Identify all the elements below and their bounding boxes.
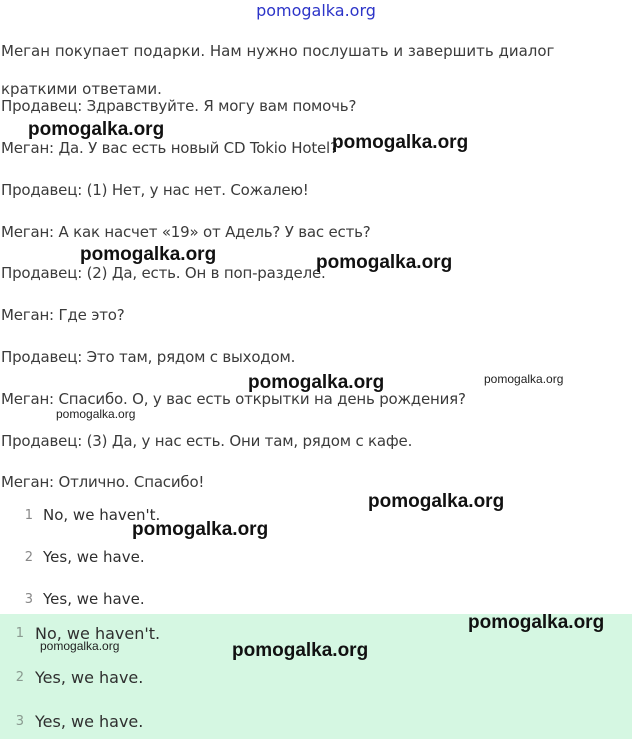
option-number: 3 [24, 591, 33, 607]
watermark: pomogalka.org [484, 372, 564, 386]
watermark: pomogalka.org [468, 612, 605, 633]
dialogue-line: Продавец: Это там, рядом с выходом. [1, 348, 296, 366]
answer-text: Yes, we have. [35, 667, 144, 687]
dialogue-line: Продавец: (1) Нет, у нас нет. Сожалею! [1, 181, 309, 199]
option-text: Yes, we have. [43, 548, 145, 566]
dialogue-line: Продавец: Здравствуйте. Я могу вам помочь? [1, 97, 357, 115]
option-number: 2 [24, 549, 33, 565]
dialogue-line: Продавец: (2) Да, есть. Он в поп-разделе. [1, 264, 326, 282]
option-text: Yes, we have. [43, 590, 145, 608]
watermark: pomogalka.org [80, 244, 217, 265]
answer-number: 1 [15, 625, 24, 641]
dialogue-line: Продавец: (3) Да, у нас есть. Они там, рядом с кафе. [1, 432, 413, 450]
answer-text: No, we haven't. [35, 623, 161, 643]
option-item [0, 542, 145, 572]
site-watermark-header: pomogalka.org [256, 1, 376, 20]
option-number: 1 [24, 507, 33, 523]
dialogue-line: Меган: Да. У вас есть новый CD Tokio Hotel? [1, 139, 338, 157]
dialogue-line: Меган: Отлично. Спасибо! [1, 473, 205, 491]
answer-text: Yes, we have. [35, 711, 144, 731]
dialogue-line: Меган: Где это? [1, 306, 125, 324]
watermark: pomogalka.org [28, 119, 165, 140]
watermark: pomogalka.org [248, 372, 385, 393]
dialogue-line: Меган: Спасибо. О, у вас есть открытки на день рождения? [1, 390, 466, 408]
watermark: pomogalka.org [232, 640, 369, 661]
watermark: pomogalka.org [332, 132, 469, 153]
option-item [0, 584, 145, 614]
watermark: pomogalka.org [56, 407, 136, 421]
answer-item [0, 706, 143, 736]
option-text: No, we haven't. [43, 506, 161, 524]
dialogue-line: Меган: А как насчет «19» от Адель? У вас есть? [1, 223, 371, 241]
answer-number: 3 [15, 713, 24, 729]
task-intro: Меган покупает подарки. Нам нужно послушать и завершить диалог краткими ответами. [1, 42, 555, 98]
watermark: pomogalka.org [316, 252, 453, 273]
answer-item [0, 662, 143, 692]
watermark: pomogalka.org [368, 491, 505, 512]
answer-number: 2 [15, 669, 24, 685]
watermark: pomogalka.org [40, 639, 120, 653]
watermark: pomogalka.org [132, 519, 269, 540]
